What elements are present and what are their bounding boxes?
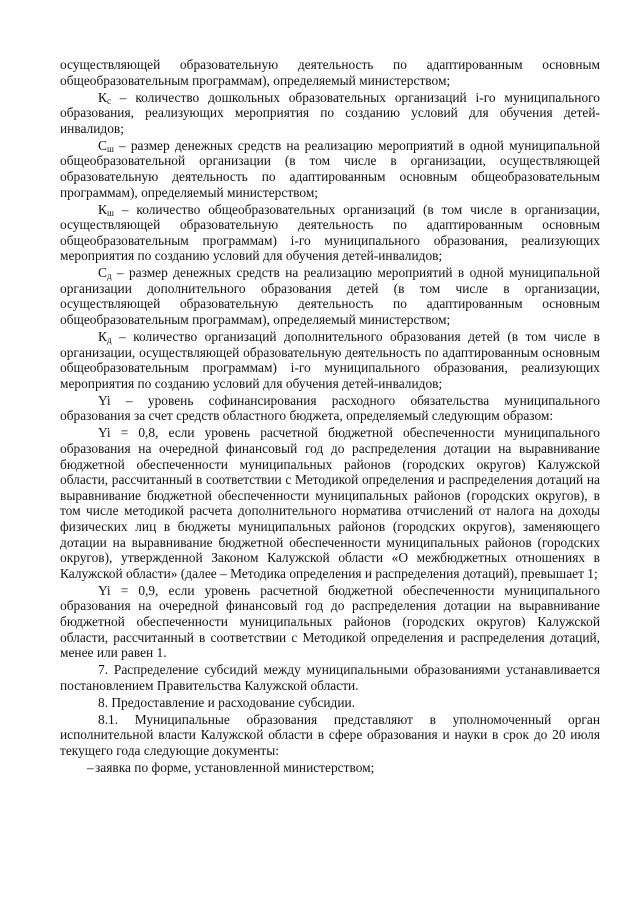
paragraph-kc-definition: $К_с$ – количество дошкольных образовательных организаций i-го муниципального образования, реализующих мероприятия по созданию условий для обучения детей-инвалидов; bbox=[60, 89, 600, 136]
paragraph-yi-0-9: Yi = 0,9, если уровень расчетной бюджетной обеспеченности муниципального образования на очередной финансовый год до распределения дотации на выравнивание бюджетной обеспеченности муниципальных районов (городских округов) Калужской области, рассчитанный в соответствии с Методикой определения и распределения дотаций, менее или равен 1. bbox=[60, 582, 600, 661]
paragraph-cd-definition: $С_д$ – размер денежных средств на реализацию мероприятий в одной муниципальной организации дополнительного образования детей (в том числе в организации, осуществляющей образовательную деятельность по адаптированным основным общеобразовательным программам), определяемый министерством; bbox=[60, 265, 600, 328]
paragraph-csh-definition: $С_ш$ – размер денежных средств на реализацию мероприятий в одной муниципальной общеобразовательной организации (в том числе в организации, осуществляющей образовательную деятельность по адаптированным основным общеобразовательным программам), определяемый министерством; bbox=[60, 137, 600, 200]
paragraph-continuation: осуществляющей образовательную деятельность по адаптированным основным общеобразовательным программам), определяемый министерством; bbox=[60, 57, 600, 88]
list-item: – заявка по форме, установленной министерством; bbox=[87, 759, 375, 775]
paragraph-yi-0-8: Yi = 0,8, если уровень расчетной бюджетной обеспеченности муниципального образования на очередной финансовый год до распределения дотации на выравнивание бюджетной обеспеченности муниципальных районов (городских округов) Калужской области, рассчитанный в соответствии с Методикой определения и распределения дотаций на выравнивание бюджетной обеспеченности муниципальных районов (городских округов), в том числе методикой расчета дополнительного норматива отчислений от налога на доходы физических лиц в бюджеты муниципальных районов (городских округов), заменяющего дотации на выравнивание бюджетной обеспеченности муниципальных районов (городских округов), утвержденной Законом Калужской области «О межбюджетных отношениях в Калужской области» (далее – Методика определения и распределения дотаций), превышает 1; bbox=[60, 425, 600, 581]
paragraph-ksh-definition: $К_ш$ – количество общеобразовательных организаций (в том числе в организации, осуществляющей образовательную деятельность по адаптированным основным общеобразовательным программам) i-го муниципального образования, реализующих мероприятия по созданию условий для обучения детей-инвалидов; bbox=[60, 201, 600, 264]
paragraph-section-8-1: 8.1. Муниципальные образования представляют в уполномоченный орган исполнительной власти Калужской области в сфере образования и науки в срок до 20 июля текущего года следующие документы: bbox=[60, 711, 600, 758]
document-body bbox=[60, 57, 600, 777]
paragraph-section-7: 7. Распределение субсидий между муниципальными образованиями устанавливается постановлением Правительства Калужской области. bbox=[60, 662, 600, 693]
paragraph-kd-definition: $К_д$ – количество организаций дополнительного образования детей (в том числе в организации, осуществляющей образовательную деятельность по адаптированным основным общеобразовательным программам) i-го муниципального образования, реализующих мероприятия по созданию условий для обучения детей-инвалидов; bbox=[60, 329, 600, 391]
dash-bullet: – bbox=[87, 759, 94, 775]
paragraph-yi-definition: Yi – уровень софинансирования расходного обязательства муниципального образования за счет средств областного бюджета, определяемый следующим образом: bbox=[60, 392, 600, 424]
paragraph-section-8: 8. Предоставление и расходование субсидии. bbox=[98, 694, 355, 710]
